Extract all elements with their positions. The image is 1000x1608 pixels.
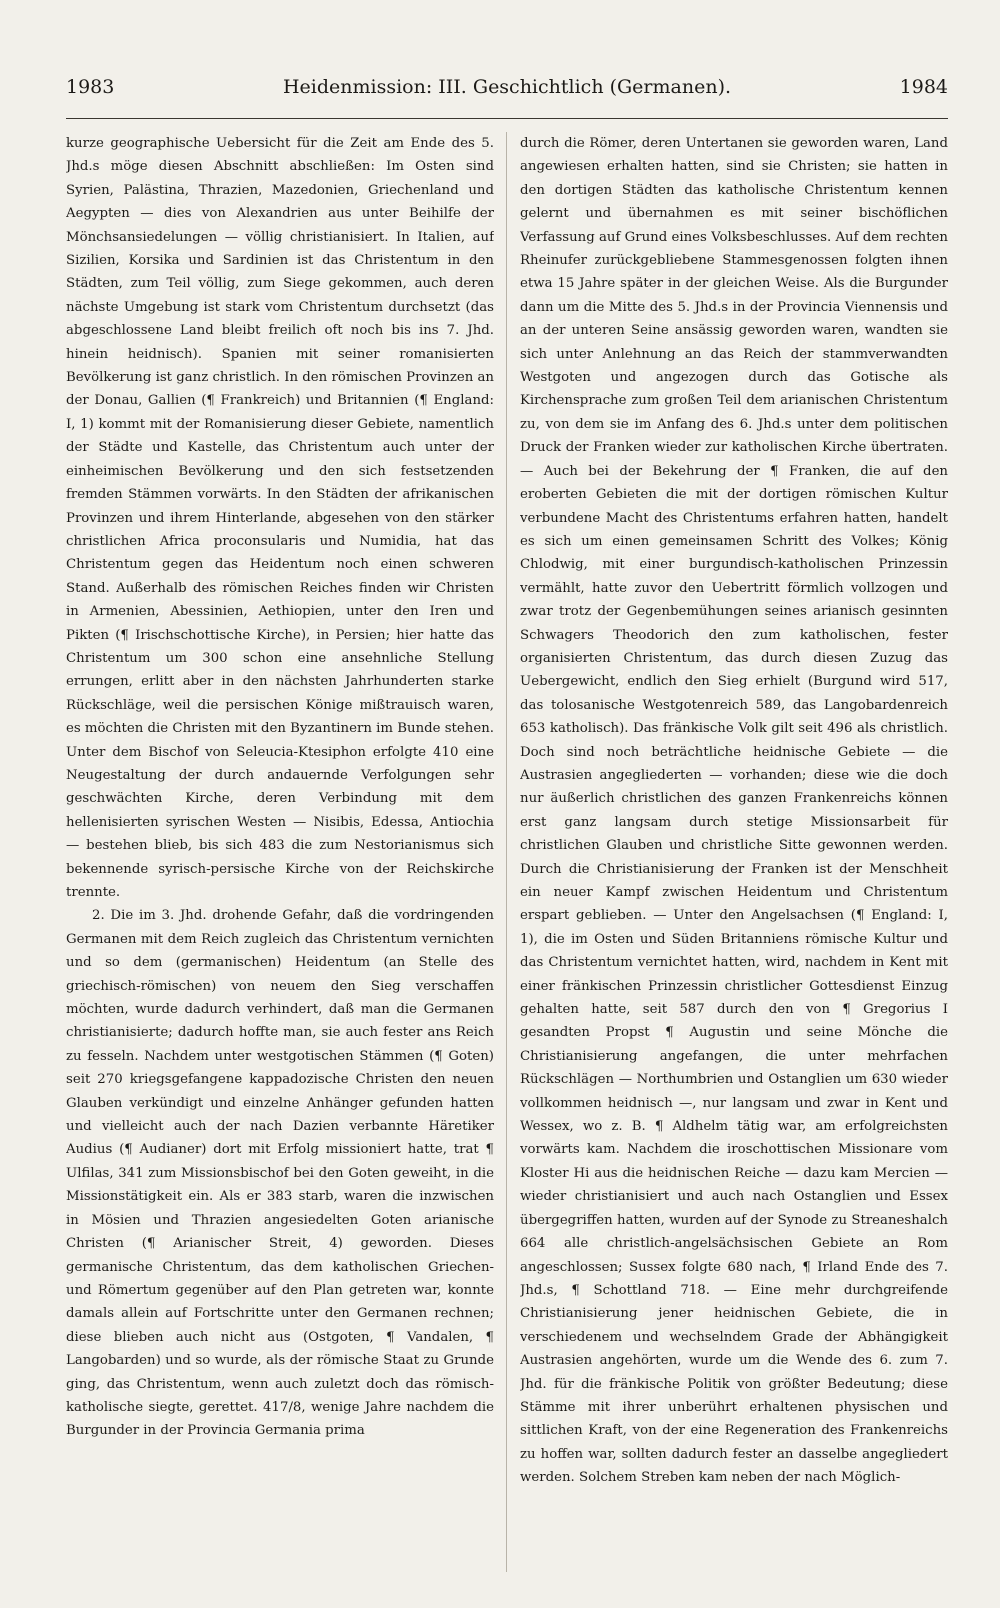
left-column <box>66 132 494 1592</box>
running-header <box>66 76 948 116</box>
right-paragraph-1: durch die Römer, deren Untertanen sie geworden waren, Land angewiesen erhalten hatten, sind sie Christen; sie hatten in den dortigen Städten das katholische Christentum kennen gelernt und übernahmen es mit seiner bischöflichen Verfassung auf Grund eines Volksbeschlusses. Auf dem rechten Rheinufer zurückgebliebene Stammesgenossen folgten ihnen etwa 15 Jahre später in der gleichen Weise. Als die Burgunder dann um die Mitte des 5. Jhd.s in der Provincia Viennensis und an der unteren Seine ansässig geworden waren, wandten sie sich unter Anlehnung an das Reich der stammverwandten Westgoten und angezogen durch das Gotische als Kirchensprache zum großen Teil dem arianischen Christentum zu, von dem sie im Anfang des 6. Jhd.s unter dem politischen Druck der Franken wieder zur katholischen Kirche übertraten. — Auch bei der Bekehrung der ¶ Franken, die auf den eroberten Gebieten die mit der dortigen römischen Kultur verbundene Macht des Christentums erfahren hatten, handelt es sich um einen gemeinsamen Schritt des Volkes; König Chlodwig, mit einer burgundisch-katholischen Prinzessin vermählt, hatte zuvor den Uebertritt förmlich vollzogen und zwar trotz der Gegenbemühungen seines arianisch gesinnten Schwagers Theodorich den zum katholischen, fester organisierten Christentum, das durch diesen Zuzug das Uebergewicht, endlich den Sieg erhielt (Burgund wird 517, das tolosanische Westgotenreich 589, das Langobardenreich 653 katholisch). Das fränkische Volk gilt seit 496 als christlich. Doch sind noch beträchtliche heidnische Gebiete — die Austrasien angegliederten — vorhanden; diese wie die doch nur äußerlich christlichen des ganzen Frankenreichs können erst ganz langsam durch stetige Missionsarbeit für christlichen Glauben und christliche Sitte gewonnen werden. Durch die Christianisierung der Franken ist der Menschheit ein neuer Kampf zwischen Heidentum und Christentum erspart geblieben. — Unter den Angelsachsen (¶ England: I, 1), die im Osten und Süden Britanniens römische Kultur und das Christentum vernichtet hatten, wird, nachdem in Kent mit einer fränkischen Prinzessin christlicher Gottesdienst Einzug gehalten hatte, seit 587 durch den von ¶ Gregorius I gesandten Propst ¶ Augustin und seine Mönche die Christianisierung angefangen, die unter mehrfachen Rückschlägen — Northumbrien und Ostanglien um 630 wieder vollkommen heidnisch —, nur langsam und zwar in Kent und Wessex, wo z. B. ¶ Aldhelm tätig war, am erfolgreichsten vorwärts kam. Nachdem die iroschottischen Missionare vom Kloster Hi aus die heidnischen Reiche — dazu kam Mercien — wieder christianisiert und auch nach Ostanglien und Essex übergegriffen hatten, wurden auf der Synode zu Streaneshalch 664 alle christlich-angelsächsischen Gebiete an Rom angeschlossen; Sussex folgte 680 nach, ¶ Irland Ende des 7. Jhd.s, ¶ Schottland 718. — Eine mehr durchgreifende Christianisierung jener heidnischen Gebiete, die in verschiedenem und wechselndem Grade der Abhängigkeit Austrasien angehörten, wurde um die Wende des 6. zum 7. Jhd. für die fränkische Politik von größter Bedeutung; diese Stämme mit ihrer unberührt erhaltenen physischen und sittlichen Kraft, von der eine Regeneration des Frankenreichs zu hoffen war, sollten dadurch fester an dasselbe angegliedert werden. Solchem Streben kam neben der nach Möglich- <box>520 136 948 1486</box>
running-title: Heidenmission: III. Geschichtlich (Germanen). <box>282 76 732 98</box>
page-number-left: 1983 <box>66 76 115 98</box>
column-divider <box>506 132 507 1572</box>
left-paragraph-1: kurze geographische Uebersicht für die Zeit am Ende des 5. Jhd.s möge diesen Abschnitt abschließen: Im Osten sind Syrien, Palästina, Thrazien, Mazedonien, Griechenland und Aegypten — dies von Alexandrien aus unter Beihilfe der Mönchsansiedelungen — völlig christianisiert. In Italien, auf Sizilien, Korsika und Sardinien ist das Christentum in den Städten, zum Teil völlig, zum Siege gekommen, auch deren nächste Umgebung ist stark vom Christentum durchsetzt (das abgeschlossene Land bleibt freilich oft noch bis ins 7. Jhd. hinein heidnisch). Spanien mit seiner romanisierten Bevölkerung ist ganz christlich. In den römischen Provinzen an der Donau, Gallien (¶ Frankreich) und Britannien (¶ England: I, 1) kommt mit der Romanisierung dieser Gebiete, namentlich der Städte und Kastelle, das Christentum auch unter der einheimischen Bevölkerung und den sich festsetzenden fremden Stämmen vorwärts. In den Städten der afrikanischen Provinzen und ihrem Hinterlande, abgesehen von den stärker christlichen Africa proconsularis und Numidia, hat das Christentum gegen das Heidentum noch einen schweren Stand. Außerhalb des römischen Reiches finden wir Christen in Armenien, Abessinien, Aethiopien, unter den Iren und Pikten (¶ Irischschottische Kirche), in Persien; hier hatte das Christentum um 300 schon eine ansehnliche Stellung errungen, erlitt aber in den nächsten Jahrhunderten starke Rückschläge, weil die persischen Könige mißtrauisch waren, es möchten die Christen mit den Byzantinern im Bunde stehen. Unter dem Bischof von Seleucia-Ktesiphon erfolgte 410 eine Neugestaltung der durch andauernde Verfolgungen sehr geschwächten Kirche, deren Verbindung mit dem hellenisierten syrischen Westen — Nisibis, Edessa, Antiochia — bestehen blieb, bis sich 483 die zum Nestorianismus sich bekennende syrisch-persische Kirche von der Reichskirche trennte. <box>66 136 494 900</box>
left-paragraph-2: 2. Die im 3. Jhd. drohende Gefahr, daß die vordringenden Germanen mit dem Reich zugleich das Christentum vernichten und so dem (germanischen) Heidentum (an Stelle des griechisch-römischen) von neuem den Sieg verschaffen möchten, wurde dadurch verhindert, daß man die Germanen christianisierte; dadurch hoffte man, sie auch fester ans Reich zu fesseln. Nachdem unter westgotischen Stämmen (¶ Goten) seit 270 kriegsgefangene kappadozische Christen den neuen Glauben verkündigt und einzelne Anhänger gefunden hatten und vielleicht auch der nach Dazien verbannte Häretiker Audius (¶ Audianer) dort mit Erfolg missioniert hatte, trat ¶ Ulfilas, 341 zum Missionsbischof bei den Goten geweiht, in die Missionstätigkeit ein. Als er 383 starb, waren die inzwischen in Mösien und Thrazien angesiedelten Goten arianische Christen (¶ Arianischer Streit, 4) geworden. Dieses germanische Christentum, das dem katholischen Griechen- und Römertum gegenüber auf den Plan getreten war, konnte damals allein auf Fortschritte unter den Germanen rechnen; diese blieben auch nicht aus (Ostgoten, ¶ Vandalen, ¶ Langobarden) und so wurde, als der römische Staat zu Grunde ging, das Christentum, wenn auch zuletzt doch das römisch-katholische siegte, gerettet. 417/8, wenige Jahre nachdem die Burgunder in der Provincia Germania prima <box>66 908 494 1439</box>
page-number-right: 1984 <box>899 76 948 98</box>
right-column <box>520 132 948 1592</box>
header-rule <box>66 118 948 119</box>
